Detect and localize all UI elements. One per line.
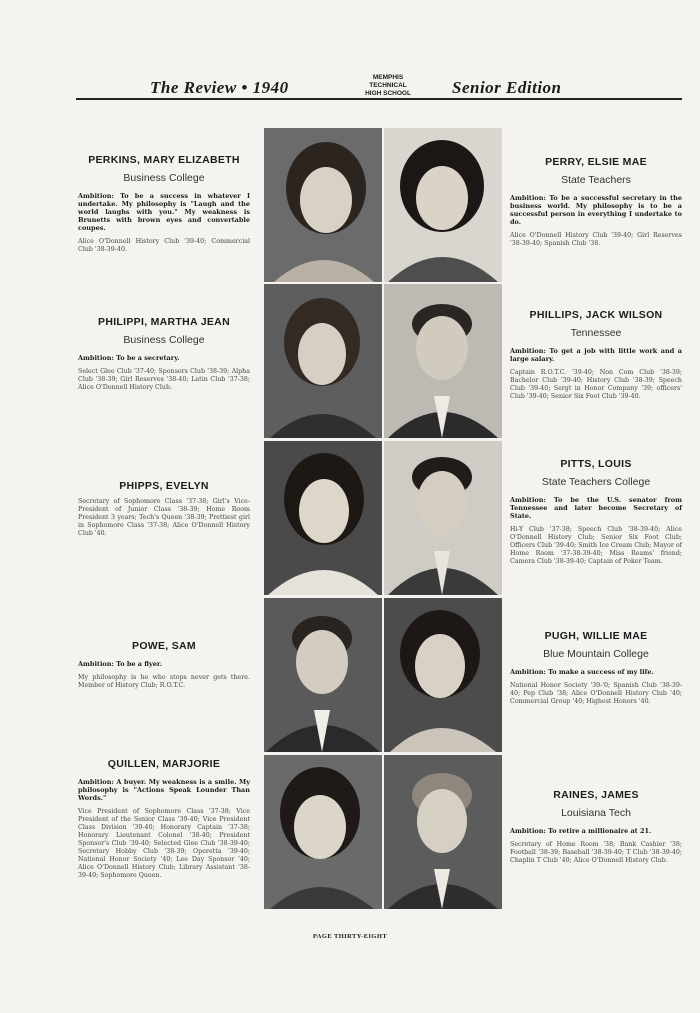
student-name: PHIPPS, EVELYN [119, 480, 209, 492]
student-college: Blue Mountain College [543, 648, 649, 660]
school-line: HIGH SCHOOL [365, 90, 411, 97]
student-photo [384, 441, 502, 595]
publication-title: The Review • 1940 [150, 78, 289, 97]
school-line: MEMPHIS [372, 74, 404, 81]
student-photo [264, 755, 382, 909]
student-entry [510, 789, 682, 865]
student-ambition: Ambition: A buyer. My weakness is a smile. My philosophy is "Actions Speak Lounder Than Words." [78, 778, 250, 802]
student-photo [384, 598, 502, 752]
header-rule [76, 98, 682, 100]
student-name: PHILIPPI, MARTHA JEAN [98, 316, 230, 328]
student-activities: National Honor Society '39-'0; Spanish Club '38-39-40; Pep Club '38; Alice O'Donnell History Club '40; Commercial Group '40; Highest Honors '40. [510, 682, 682, 705]
student-photo [384, 755, 502, 909]
student-entry [78, 758, 250, 880]
student-entry [510, 309, 682, 401]
student-activities: My philosophy is he who stops never gets there. Member of History Club; R.O.T.C. [78, 674, 250, 689]
student-entry [510, 458, 682, 566]
student-entry [78, 316, 250, 392]
student-college: Business College [123, 334, 205, 346]
school-line: TECHNICAL [369, 82, 407, 89]
student-college: State Teachers [561, 174, 631, 186]
student-photo [264, 128, 382, 282]
student-name: PITTS, LOUIS [560, 458, 632, 470]
student-activities: Captain R.O.T.C. '39-40; Non Com Club '38-39; Bachelor Club '39-40; History Club '38-39; Speech Club '39-40; Sergt in Honor Company '39; officers' Club '39-40; Senior Six Foot Club '39-40. [510, 369, 682, 400]
student-entry [78, 640, 250, 690]
student-ambition: Ambition: To be a success in whatever I undertake. My philosophy is "Laugh and the world laughs with you." My weakness is Brunetts with brown eyes and convertable coupes. [78, 192, 250, 232]
student-entry [78, 154, 250, 254]
student-entry [78, 480, 250, 538]
student-ambition: Ambition: To be a successful secretary in the business world. My philosophy is to be a successful person in everything I undertake to do. [510, 194, 682, 226]
student-activities: Select Glee Club '37-40; Sponsors Club '38-39; Alpha Club '38-39; Girl Reserves '38-40; Latin Club '37-38; Alice O'Donnell History Club. [78, 368, 250, 391]
student-activities: Secretary of Home Room '38; Bank Cashier '38; Football '38-39; Baseball '38-39-40; T Club '38-39-40; Chaplin T Club '40; Alice O'Donnell History Club. [510, 841, 682, 864]
student-ambition: Ambition: To make a success of my life. [510, 668, 654, 676]
student-entry [510, 156, 682, 248]
student-entry [510, 630, 682, 706]
student-college: Business College [123, 172, 205, 184]
student-ambition: Ambition: To be a flyer. [78, 660, 162, 668]
student-activities: Alice O'Donnell History Club '39-40; Girl Reserves '38-39-40; Spanish Club '38. [510, 232, 682, 247]
student-name: QUILLEN, MARJORIE [107, 758, 221, 770]
student-photo [264, 284, 382, 438]
student-name: POWE, SAM [132, 640, 196, 652]
page-header [76, 68, 682, 104]
student-name: PERKINS, MARY ELIZABETH [88, 154, 240, 166]
student-ambition: Ambition: To retire a millionaire at 21. [510, 827, 652, 835]
student-activities: Vice President of Sophomore Class '37-38; Vice President of the Senior Class '39-40; Vice President Class Division '39-40; Honorary Captain '37-38; Honorary Lieutenant Colonel '38-40; President Sponsor's Club '39-40; Selected Glee Club '38-39-40; Secretary Hobby Club '38-39; Operetta '39-40; National Honor Society '40; Lee Day Sponsor '40; Alice O'Donnell History Club; Library Assistant '38-39-40; Sophomore Queen. [78, 808, 250, 879]
page-number: PAGE THIRTY-EIGHT [312, 933, 388, 940]
student-name: PERRY, ELSIE MAE [545, 156, 647, 168]
student-ambition: Ambition: To be the U.S. senator from Tennessee and later become Secretary of State. [510, 496, 682, 520]
student-ambition: Ambition: To be a secretary. [78, 354, 180, 362]
student-photo [264, 598, 382, 752]
student-name: RAINES, JAMES [553, 789, 639, 801]
student-photo [384, 284, 502, 438]
student-ambition: Ambition: To get a job with little work and a large salary. [510, 347, 682, 363]
student-photo [264, 441, 382, 595]
student-photo [384, 128, 502, 282]
student-name: PUGH, WILLIE MAE [544, 630, 648, 642]
student-name: PHILLIPS, JACK WILSON [529, 309, 663, 321]
student-activities: Secretary of Sophomore Class '37-38; Girl's Vice-President of Junior Class '38-39; Home Room President 3 years; Tech's Queen '38-39; Prettiest girl in Sophomore Class '37-38; Alice O'Donnell History Club '40. [78, 498, 250, 537]
student-college: State Teachers College [541, 476, 651, 488]
student-college: Tennessee [570, 327, 622, 339]
edition-title: Senior Edition [452, 78, 562, 97]
student-activities: Hi-Y Club '37-38; Speech Club '38-39-40; Alice O'Donnell History Club; Senior Six Foot Club; Officers Club '39-40; Smith Ice Cream Club; Mayor of Home Room '37-38-39-40; Miss Reams' friend; Camera Club '38-39-40; Captain of Poker Team. [510, 526, 682, 565]
student-activities: Alice O'Donnell History Club '39-40; Commercial Club '38-39-40. [78, 238, 250, 253]
student-college: Louisiana Tech [561, 807, 631, 819]
school-name [354, 74, 422, 98]
